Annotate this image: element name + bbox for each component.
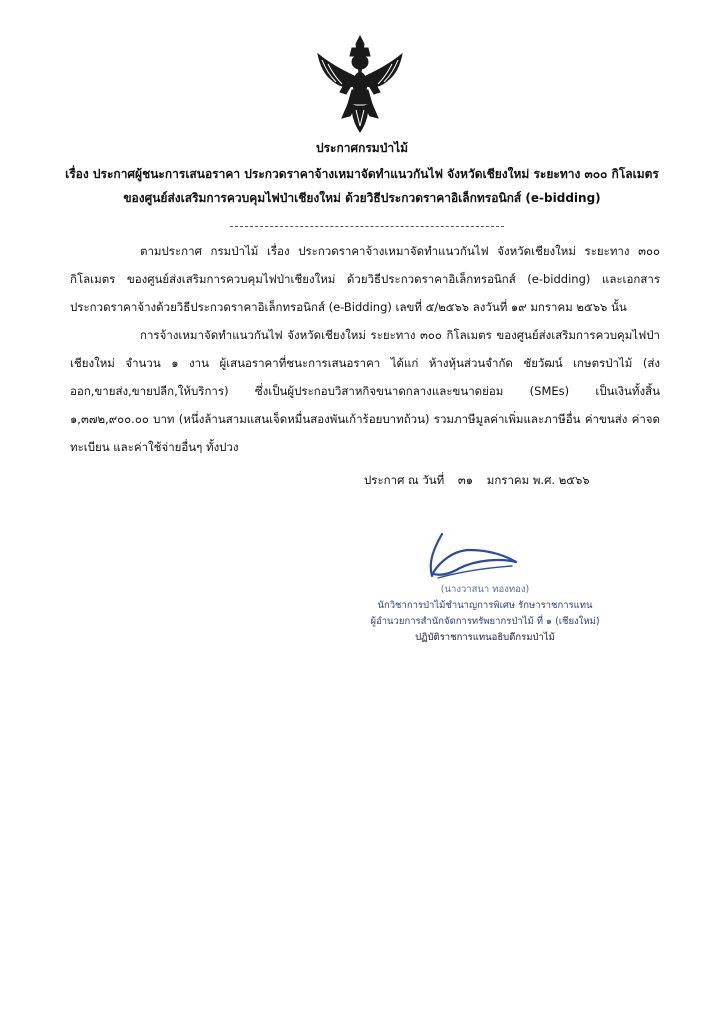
handwritten-signature xyxy=(420,528,520,588)
garuda-emblem-icon xyxy=(312,34,408,134)
signatory-title-1: นักวิชาการป่าไม้ชำนาญการพิเศษ รักษาราชการแทน xyxy=(377,600,593,611)
signatory-title-3: ปฏิบัติราชการแทนอธิบดีกรมป่าไม้ xyxy=(415,632,555,643)
signatory-title-2: ผู้อำนวยการสำนักจัดการทรัพยากรป่าไม้ ที่ ๑ (เชียงใหม่) xyxy=(370,616,600,627)
signatory-block xyxy=(340,582,630,646)
divider xyxy=(230,226,504,227)
announcement-subject: เรื่อง ประกาศผู้ชนะการเสนอราคา ประกวดราคาจ้างเหมาจัดทำแนวกันไฟ จังหวัดเชียงใหม่ ระยะทาง ๓๐๐ กิโลเมตร ของศูนย์ส่งเสริมการควบคุมไฟป่าเชียงใหม่ ด้วยวิธีประกวดราคาอิเล็กทรอนิกส์ (e-bidding) xyxy=(65,167,659,205)
body-paragraph-2: การจ้างเหมาจัดทำแนวกันไฟ จังหวัดเชียงใหม่ ระยะทาง ๓๐๐ กิโลเมตร ของศูนย์ส่งเสริมการควบคุมไฟป่าเชียงใหม่ จำนวน ๑ งาน ผู้เสนอราคาที่ชนะการเสนอราคา ได้แก่ ห้างหุ้นส่วนจำกัด ชัยวัฒน์ เกษตรป่าไม้ (ส่งออก,ขายส่ง,ขายปลีก,ให้บริการ) ซึ่งเป็นผู้ประกอบวิสาหกิจขนาดกลางและขนาดย่อม (SMEs) เป็นเงินทั้งสิ้น ๑,๓๗๒,๙๐๐.๐๐ บาท (หนึ่งล้านสามแสนเจ็ดหมื่นสองพันเก้าร้อยบาทถ้วน) รวมภาษีมูลค่าเพิ่มและภาษีอื่น ค่าขนส่ง ค่าจดทะเบียน และค่าใช้จ่ายอื่นๆ ทั้งปวง xyxy=(70,328,660,454)
announcement-title: ประกาศกรมป่าไม้ xyxy=(315,141,409,155)
dateline-prefix: ประกาศ ณ วันที่ xyxy=(364,473,445,487)
dateline-day: ๓๑ xyxy=(457,473,474,487)
signatory-name: (นางวาสนา ทองทอง) xyxy=(440,584,530,595)
dateline xyxy=(364,468,590,492)
body-paragraph-1: ตามประกาศ กรมป่าไม้ เรื่อง ประกวดราคาจ้างเหมาจัดทำแนวกันไฟ จังหวัดเชียงใหม่ ระยะทาง ๓๐๐ กิโลเมตร ของศูนย์ส่งเสริมการควบคุมไฟป่าเชียงใหม่ ด้วยวิธีประกวดราคาอิเล็กทรอนิกส์ (e-bidding) และเอกสารประกวดราคาจ้างด้วยวิธีประกวดราคาอิเล็กทรอนิกส์ (e-Bidding) เลขที่ ๕/๒๕๖๖ ลงวันที่ ๑๙ มกราคม ๒๕๖๖ นั้น xyxy=(70,244,660,314)
dateline-month-year: มกราคม พ.ศ. ๒๕๖๖ xyxy=(486,473,590,487)
